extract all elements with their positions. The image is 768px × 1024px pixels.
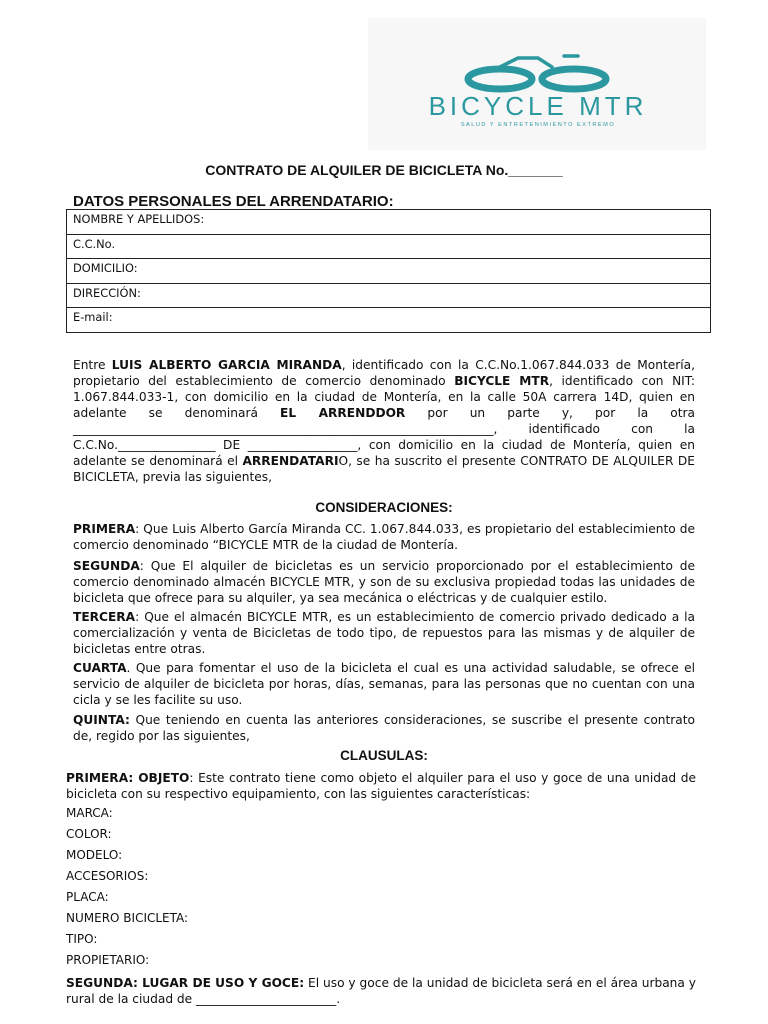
- consideracion-quinta: [73, 712, 695, 744]
- clausula-label: PRIMERA: OBJETO: [66, 771, 190, 785]
- intro-text: Entre: [73, 358, 112, 372]
- consideracion-text: : Que el almacén BICYCLE MTR, es un establecimiento de comercio privado dedicado a la comercialización y venta de Bicicletas de todo tipo, de repuestos para las mismas y de alquiler de bicicletas entre otras.: [73, 610, 695, 656]
- personal-data-form: [66, 209, 711, 333]
- clausula-text: El uso y goce de la unidad de bicicleta será en el área urbana y rural de la ciudad de _______________________.: [66, 976, 696, 1006]
- logo-tagline: SALUD Y ENTRETENIMIENTO EXTREMO: [460, 122, 616, 128]
- field-accesorios: ACCESORIOS:: [66, 869, 149, 883]
- clausula-segunda: [66, 975, 696, 1007]
- intro-text: , identificado con NIT: 1.067.844.033-1, con domicilio en la ciudad de Montería, en la calle 50A carrera 14D, quien en adelante se denominará: [73, 374, 695, 420]
- consideracion-label: QUINTA:: [73, 713, 130, 727]
- intro-text: por un parte y, por la otra _____________________________________________________________________, identificado con la C.C.No.________________ DE __________________, con domicilio en la ciudad de Montería, quien en adelante se denominará el: [73, 406, 695, 468]
- form-row-direccion[interactable]: DIRECCIÓN:: [67, 283, 711, 308]
- intro-text: O, se ha suscrito el presente CONTRATO DE ALQUILER DE BICICLETA, previa las siguientes,: [73, 454, 695, 484]
- clausula-label: SEGUNDA: LUGAR DE USO Y GOCE:: [66, 976, 305, 990]
- contract-title: CONTRATO DE ALQUILER DE BICICLETA No._______: [205, 162, 563, 178]
- consideracion-text: : Que El alquiler de bicicletas es un servicio proporcionado por el establecimiento de comercio denominado almacén BICYCLE MTR, y son de su exclusiva propiedad todas las unidades de bicicleta que ofrece para su alquiler, ya sea mecánica o eléctricas y de cualquier estilo.: [73, 559, 695, 605]
- intro-text: , identificado con la C.C.No.1.067.844.033 de Montería, propietario del establecimiento de comercio denominado: [73, 358, 695, 388]
- field-modelo: MODELO:: [66, 848, 123, 862]
- field-tipo: TIPO:: [66, 932, 98, 946]
- consideracion-text: . Que para fomentar el uso de la bicicleta el cual es una actividad saludable, se ofrece el servicio de alquiler de bicicleta por horas, días, semanas, para las personas que no cuentan con una cicla y se les facilite su uso.: [73, 661, 695, 707]
- owner-name: LUIS ALBERTO GARCIA MIRANDA: [111, 358, 342, 372]
- consideracion-text: Que teniendo en cuenta las anteriores consideraciones, se suscribe el presente contrato de, regido por las siguientes,: [73, 713, 695, 743]
- form-row-nombre[interactable]: NOMBRE Y APELLIDOS:: [67, 210, 711, 235]
- clausulas-header: CLAUSULAS:: [340, 748, 428, 763]
- field-placa: PLACA:: [66, 890, 109, 904]
- consideracion-label: PRIMERA: [73, 522, 136, 536]
- consideracion-label: SEGUNDA: [73, 559, 140, 573]
- consideracion-label: CUARTA: [73, 661, 127, 675]
- clausula-text: : Este contrato tiene como objeto el alquiler para el uso y goce de una unidad de bicicleta con su respectivo equipamiento, con las siguientes características:: [66, 771, 696, 801]
- datos-header: DATOS PERSONALES DEL ARRENDATARIO:: [73, 193, 394, 210]
- consideracion-label: TERCERA: [73, 610, 136, 624]
- logo-name: BICYCLE MTR: [428, 91, 648, 121]
- consideracion-cuarta: [73, 660, 695, 708]
- clausula-primera: [66, 770, 696, 802]
- consideraciones-header: CONSIDERACIONES:: [315, 500, 453, 515]
- company-name: BICYCLE MTR: [454, 374, 550, 388]
- field-color: COLOR:: [66, 827, 112, 841]
- form-row-email[interactable]: E-mail:: [67, 308, 711, 333]
- form-row-cc[interactable]: C.C.No.: [67, 234, 711, 259]
- consideracion-segunda: [73, 558, 695, 606]
- consideracion-tercera: [73, 609, 695, 657]
- consideracion-text: : Que Luis Alberto García Miranda CC. 1.067.844.033, es propietario del establecimiento de comercio denominado “BICYCLE MTR de la ciudad de Montería.: [73, 522, 695, 552]
- field-propietario: PROPIETARIO:: [66, 953, 150, 967]
- company-logo: [368, 18, 706, 150]
- consideracion-primera: [73, 521, 695, 553]
- intro-paragraph: [73, 357, 695, 485]
- arrendatario-label: ARRENDATARI: [242, 454, 339, 468]
- bicycle-logo-icon: [368, 18, 706, 150]
- field-numero-bicicleta: NUMERO BICICLETA:: [66, 911, 189, 925]
- field-marca: MARCA:: [66, 806, 113, 820]
- arrendador-label: EL ARRENDDOR: [280, 406, 406, 420]
- form-row-domicilio[interactable]: DOMICILIO:: [67, 259, 711, 284]
